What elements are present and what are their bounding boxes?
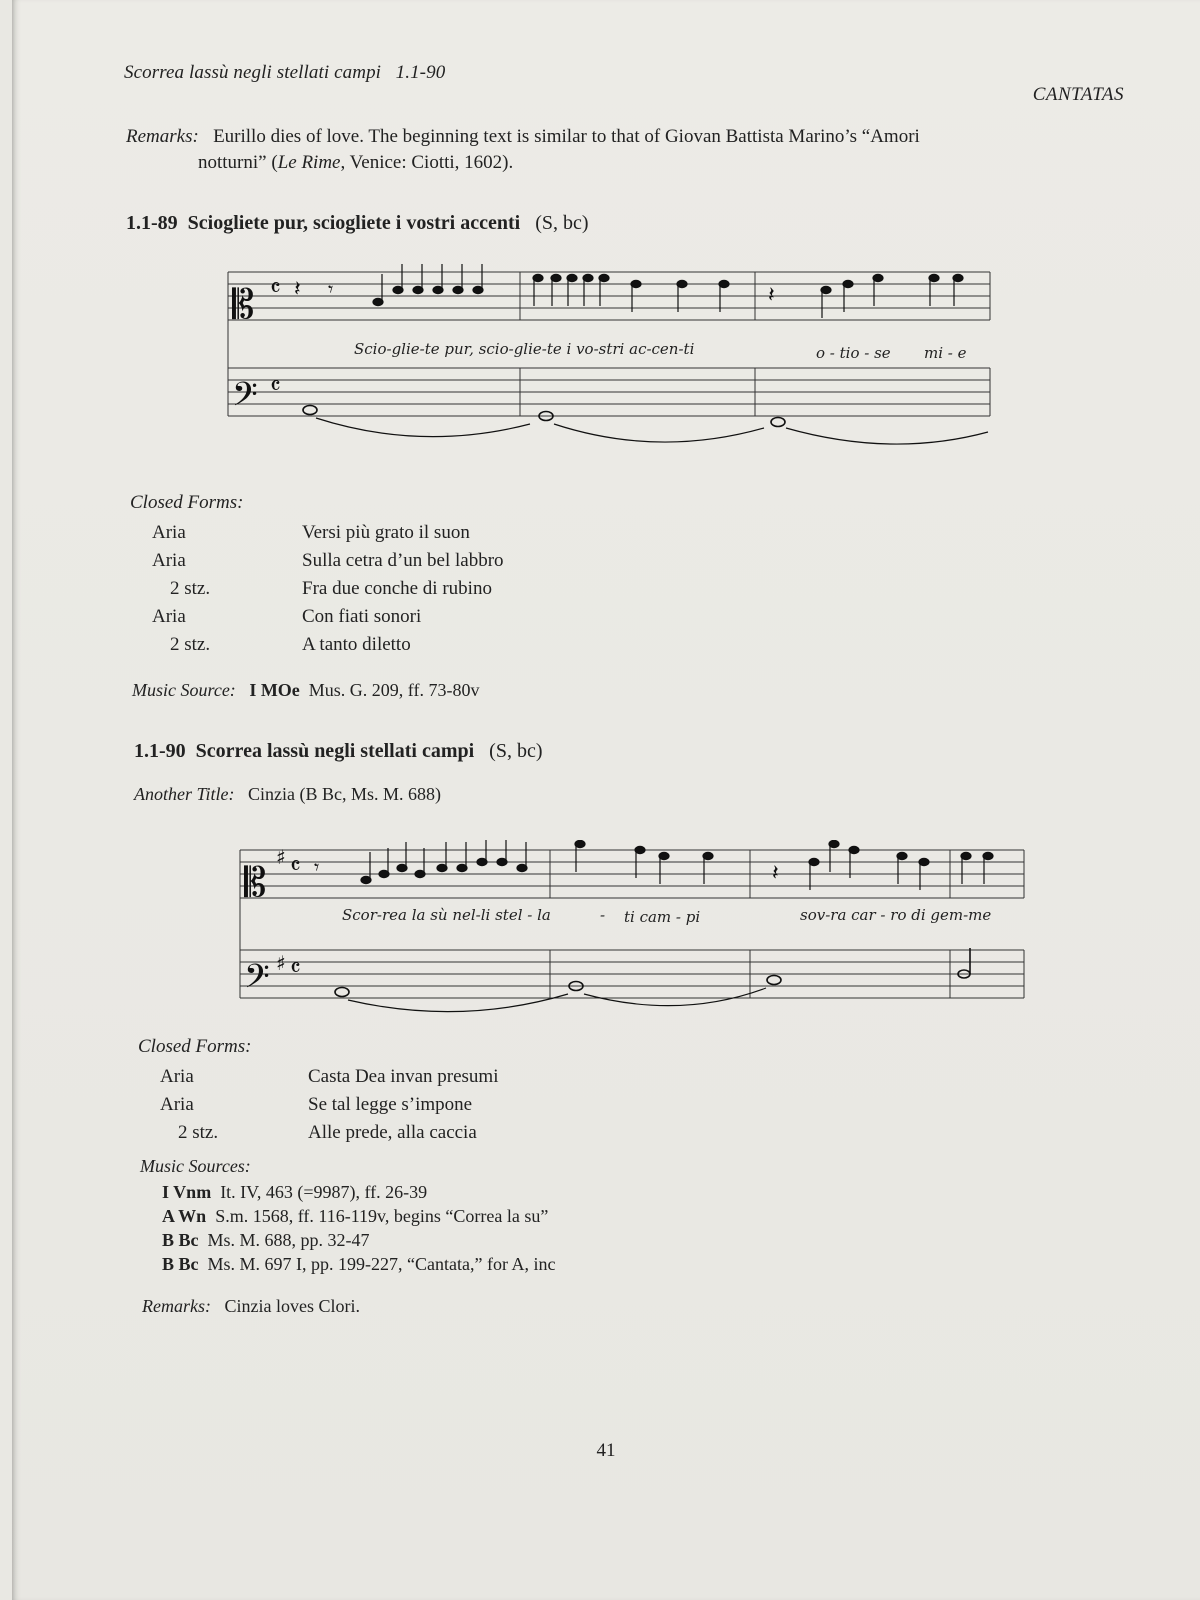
- lyric-line: -: [600, 906, 606, 924]
- closed-forms-label: Closed Forms:: [138, 1036, 252, 1057]
- music-sources-list: [162, 1180, 555, 1276]
- svg-text:𝄾: 𝄾: [314, 855, 320, 879]
- entry-heading-1-1-89: 1.1-89 Sciogliete pur, sciogliete i vostri accenti (S, bc): [126, 212, 589, 234]
- list-item: I Vnm It. IV, 463 (=9987), ff. 26-39: [162, 1182, 428, 1202]
- remarks-cinzia: Remarks: Cinzia loves Clori.: [142, 1296, 360, 1316]
- another-title: Another Title: Cinzia (B Bc, Ms. M. 688): [134, 784, 441, 804]
- svg-text:𝄴: 𝄴: [290, 954, 301, 982]
- list-item: B Bc Ms. M. 688, pp. 32-47: [162, 1230, 370, 1250]
- entry-heading-1-1-90: 1.1-90 Scorrea lassù negli stellati campi (S, bc): [134, 740, 543, 762]
- c-clef-icon: 𝄡: [244, 860, 267, 906]
- svg-text:𝄽: 𝄽: [772, 861, 779, 886]
- c-clef-icon: 𝄡: [232, 282, 255, 328]
- svg-text:𝄽: 𝄽: [768, 283, 775, 308]
- svg-text:♯: ♯: [276, 845, 286, 869]
- document-page: [12, 0, 1200, 1600]
- f-clef-icon: 𝄢: [244, 958, 270, 1004]
- svg-text:𝄴: 𝄴: [290, 852, 301, 880]
- remarks-eurillo: Remarks: Eurillo dies of love. The beginning text is similar to that of Giovan Battista Marino’s “Amori: [126, 126, 920, 147]
- svg-text:𝄾: 𝄾: [328, 277, 334, 301]
- lyric-line: o - tio - se: [816, 344, 891, 362]
- remarks-eurillo-line2: notturni” (Le Rime, Venice: Ciotti, 1602).: [198, 152, 514, 173]
- lyric-line: mi - e: [924, 344, 967, 362]
- running-title: Scorrea lassù negli stellati campi 1.1-90: [124, 62, 446, 83]
- list-item: B Bc Ms. M. 697 I, pp. 199-227, “Cantata,” for A, inc: [162, 1254, 556, 1274]
- lyric-line: ti cam - pi: [624, 908, 701, 926]
- lyric-line: Scor-rea la sù nel-li stel - la: [342, 906, 551, 924]
- section-title: CANTATAS: [1032, 84, 1124, 105]
- svg-text:𝄴: 𝄴: [270, 274, 281, 302]
- music-source-1: Music Source: I MOe Mus. G. 209, ff. 73-80v: [132, 680, 480, 700]
- lyric-line: Scio-glie-te pur, scio-glie-te i vo-stri ac-cen-ti: [354, 340, 695, 358]
- svg-text:𝄴: 𝄴: [270, 372, 281, 400]
- music-incipit-1-1-89: [212, 262, 1012, 462]
- svg-text:♯: ♯: [276, 951, 286, 975]
- closed-forms-list-2: Aria Casta Dea invan presumi Aria Se tal legge s’impone 2 stz. Alle prede, alla caccia: [160, 1066, 499, 1143]
- lyric-line: sov-ra car - ro di gem-me: [800, 906, 992, 924]
- svg-text:𝄽: 𝄽: [294, 277, 301, 302]
- music-incipit-1-1-90: [224, 840, 1044, 1040]
- music-sources-label: Music Sources:: [140, 1156, 251, 1176]
- f-clef-icon: 𝄢: [232, 376, 258, 422]
- closed-forms-label: Closed Forms:: [130, 492, 244, 513]
- list-item: A Wn S.m. 1568, ff. 116-119v, begins “Correa la su”: [162, 1206, 549, 1226]
- page-number: 41: [596, 1440, 616, 1461]
- closed-forms-list-1: Aria Versi più grato il suon Aria Sulla cetra d’un bel labbro 2 stz. Fra due conche di rubino Aria Con fiati sonori 2 stz. A tanto diletto: [152, 522, 504, 655]
